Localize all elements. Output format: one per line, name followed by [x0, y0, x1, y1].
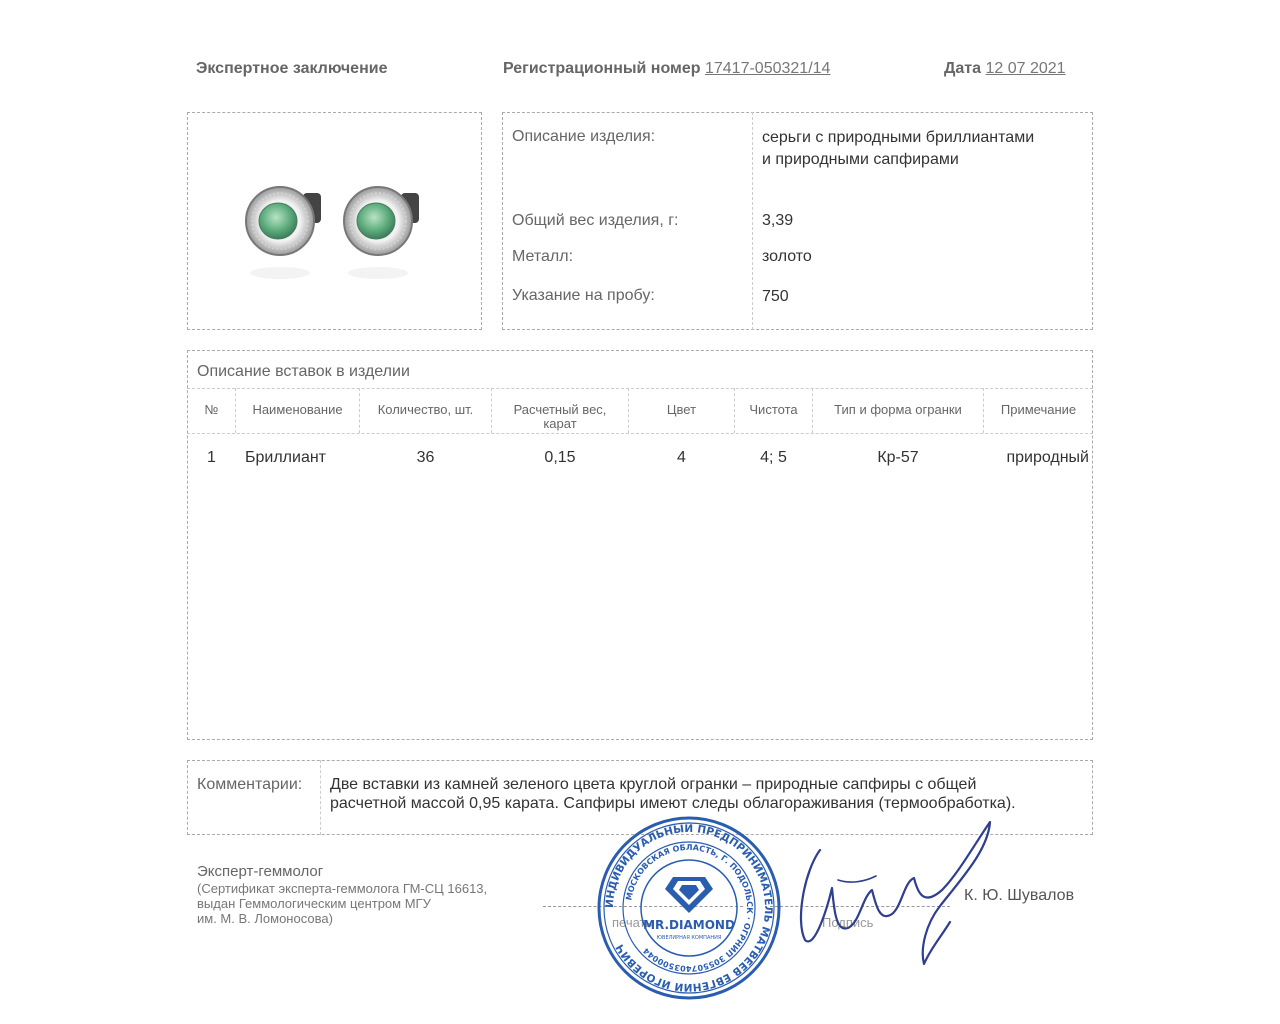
info-divider [752, 112, 753, 330]
table-cell: 4 [677, 449, 686, 466]
comments-line-2: расчетной массой 0,95 карата. Сапфиры имеют следы облагораживания (термообработка). [330, 795, 1016, 812]
table-header-divider [187, 433, 1093, 434]
column-header: Примечание [1000, 402, 1077, 417]
table-title-divider [187, 388, 1093, 389]
table-cell: 0,15 [544, 449, 576, 466]
inserts-title: Описание вставок в изделии [197, 363, 410, 380]
weight-value: 3,39 [762, 212, 794, 229]
column-header: Наименование [252, 402, 343, 417]
handwritten-signature [780, 810, 1000, 970]
diamond-logo-icon [665, 877, 713, 913]
table-cell: 4; 5 [760, 449, 787, 466]
table-cell: 36 [416, 449, 435, 466]
right-earring [344, 187, 419, 279]
svg-text:MR.DIAMOND: MR.DIAMOND [643, 918, 735, 932]
left-earring [246, 187, 321, 279]
date-value: 12 07 2021 [985, 60, 1066, 77]
expert-cert-line-1: (Сертификат эксперта-геммолога ГМ-СЦ 16613, [197, 881, 488, 896]
registration-label: Регистрационный номер [503, 60, 701, 77]
registration-number [503, 60, 830, 78]
comments-label: Комментарии: [197, 776, 303, 793]
comments-line-1: Две вставки из камней зеленого цвета круглой огранки – природные сапфиры с общей [330, 776, 977, 793]
description-line-2: и природными сапфирами [762, 151, 959, 168]
expert-cert-line-2: выдан Геммологическим центром МГУ [197, 896, 431, 911]
company-stamp [596, 815, 782, 1001]
weight-label: Общий вес изделия, г: [512, 212, 679, 229]
stamp-label: печать [612, 915, 653, 930]
document-title: Экспертное заключение [196, 60, 388, 77]
registration-value: 17417-050321/14 [704, 60, 831, 77]
document-date [944, 60, 1066, 78]
metal-label: Металл: [512, 248, 574, 265]
expert-name: К. Ю. Шувалов [964, 887, 1075, 904]
svg-text:МОСКОВСКАЯ ОБЛАСТЬ, Г. ПОДОЛЬС: МОСКОВСКАЯ ОБЛАСТЬ, Г. ПОДОЛЬСК · ОГРНИП 305507403500044 [624, 842, 755, 974]
table-cell: Бриллиант [245, 449, 327, 466]
svg-text:ИНДИВИДУАЛЬНЫЙ ПРЕДПРИНИМАТЕЛЬ: ИНДИВИДУАЛЬНЫЙ ПРЕДПРИНИМАТЕЛЬ МАТВЕЕВ ЕВГЕНИЙ ИГОРЕВИЧ [603, 822, 775, 994]
svg-text:ЮВЕЛИРНАЯ КОМПАНИЯ: ЮВЕЛИРНАЯ КОМПАНИЯ [656, 935, 722, 941]
column-header: Количество, шт. [377, 402, 474, 417]
description-line-1: серьги с природными бриллиантами [762, 129, 1035, 146]
column-header: Чистота [749, 402, 798, 417]
expert-role: Эксперт-геммолог [197, 863, 324, 880]
metal-value: золото [762, 248, 812, 265]
column-header: Тип и форма огранки [834, 402, 962, 417]
hallmark-value: 750 [762, 288, 789, 305]
date-label: Дата [944, 60, 982, 77]
table-cell: природный [1006, 449, 1089, 466]
expert-cert-line-3: им. М. В. Ломоносова) [197, 911, 333, 926]
column-header: Цвет [666, 402, 697, 417]
col-divider [491, 388, 492, 433]
hallmark-label: Указание на пробу: [512, 287, 655, 304]
earrings-photo [188, 113, 481, 329]
column-header: № [204, 402, 219, 417]
comments-divider [320, 760, 321, 835]
signature-label: Подпись [822, 915, 874, 930]
column-header: Расчетный вес, карат [513, 402, 607, 431]
product-photo-frame [187, 112, 482, 330]
table-cell: Кр-57 [877, 449, 919, 466]
table-cell: 1 [207, 449, 216, 466]
description-label: Описание изделия: [512, 128, 656, 145]
